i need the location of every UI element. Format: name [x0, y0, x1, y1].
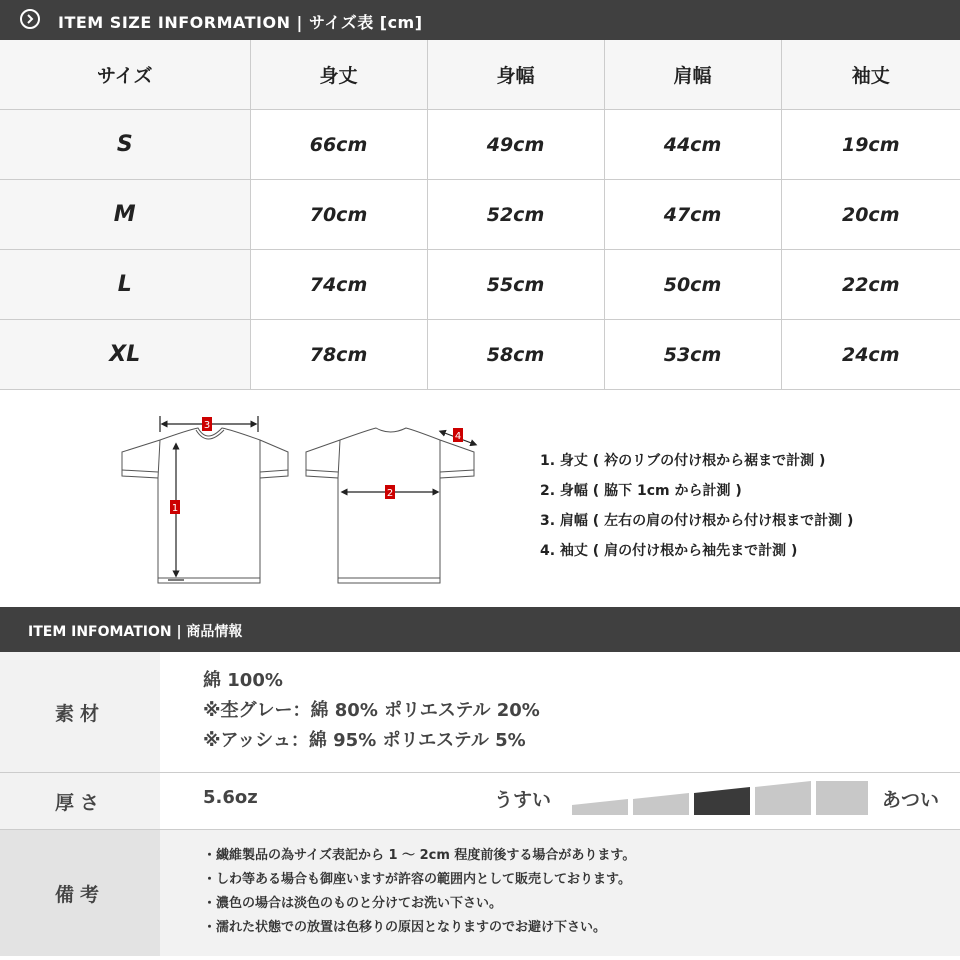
- material-label: 素材: [0, 652, 160, 772]
- table-row: [0, 180, 960, 250]
- size-cell: S: [0, 110, 250, 180]
- remark-line: ・しわ等ある場合も御座いますが許容の範囲内として販売しております。: [203, 872, 631, 887]
- thickness-label: 厚さ: [0, 773, 160, 829]
- info-section-title: ITEM INFOMATION | 商品情報: [28, 624, 243, 640]
- info-section-header: [0, 607, 960, 652]
- svg-text:4: 4: [454, 431, 462, 442]
- table-cell: 24cm: [781, 320, 960, 390]
- table-cell: 44cm: [604, 110, 781, 180]
- table-cell: 20cm: [781, 180, 960, 250]
- measurement-note: 1. 身丈 ( 衿のリブの付け根から裾まで計測 ): [540, 453, 826, 469]
- chevron-right-circle-icon: [20, 9, 40, 29]
- remark-line: ・濡れた状態での放置は色移りの原因となりますのでお避け下さい。: [203, 920, 607, 935]
- thickness-level-bar: [694, 787, 750, 815]
- table-cell: 50cm: [604, 250, 781, 320]
- column-header-length: 身丈: [250, 40, 427, 110]
- table-cell: 53cm: [604, 320, 781, 390]
- remarks-label: 備考: [0, 830, 160, 956]
- thickness-level-bar: [572, 799, 628, 815]
- material-row: [0, 652, 960, 773]
- table-cell: 19cm: [781, 110, 960, 180]
- marker-3: [202, 417, 212, 431]
- table-cell: 58cm: [427, 320, 604, 390]
- table-row: [0, 110, 960, 180]
- size-cell: M: [0, 180, 250, 250]
- marker-1: [170, 500, 180, 514]
- measurement-note: 3. 肩幅 ( 左右の肩の付け根から付け根まで計測 ): [540, 513, 854, 529]
- table-cell: 70cm: [250, 180, 427, 250]
- thickness-level-bar: [816, 781, 868, 815]
- measurement-notes: [540, 450, 853, 570]
- column-header-shoulder: 肩幅: [604, 40, 781, 110]
- svg-text:2: 2: [386, 488, 394, 499]
- material-line: 綿 100%: [203, 670, 283, 691]
- table-cell: 49cm: [427, 110, 604, 180]
- material-line: ※杢グレー：綿 80% ポリエステル 20%: [203, 700, 540, 721]
- thickness-row: [0, 773, 960, 830]
- column-header-size: サイズ: [0, 40, 250, 110]
- size-cell: XL: [0, 320, 250, 390]
- thickness-scale: [572, 781, 868, 817]
- tshirt-measurement-diagram: [110, 408, 490, 598]
- tshirt-front-icon: [122, 428, 288, 583]
- table-cell: 78cm: [250, 320, 427, 390]
- thick-label: あつい: [882, 789, 940, 811]
- thickness-level-bar: [633, 793, 689, 815]
- table-cell: 22cm: [781, 250, 960, 320]
- marker-4: [453, 428, 463, 442]
- size-section-title: ITEM SIZE INFORMATION | サイズ表 [cm]: [58, 13, 423, 32]
- remark-line: ・濃色の場合は淡色のものと分けてお洗い下さい。: [203, 896, 503, 911]
- table-row: [0, 320, 960, 390]
- column-header-sleeve: 袖丈: [781, 40, 960, 110]
- thickness-value: 5.6oz: [203, 787, 258, 808]
- measurement-note: 2. 身幅 ( 脇下 1cm から計測 ): [540, 483, 742, 499]
- size-cell: L: [0, 250, 250, 320]
- table-cell: 55cm: [427, 250, 604, 320]
- table-cell: 74cm: [250, 250, 427, 320]
- table-row: [0, 250, 960, 320]
- marker-2: [385, 485, 395, 499]
- remark-line: ・繊維製品の為サイズ表記から 1 ～ 2cm 程度前後する場合があります。: [203, 848, 636, 863]
- table-cell: 52cm: [427, 180, 604, 250]
- tshirt-back-icon: [306, 428, 474, 583]
- remarks-value: [203, 844, 635, 940]
- measurement-note: 4. 袖丈 ( 肩の付け根から袖先まで計測 ): [540, 543, 798, 559]
- size-table-header: [0, 40, 960, 110]
- thin-label: うすい: [494, 789, 552, 811]
- table-cell: 66cm: [250, 110, 427, 180]
- thickness-level-bar: [755, 781, 811, 815]
- svg-text:3: 3: [203, 420, 211, 431]
- remarks-row: [0, 830, 960, 956]
- column-header-width: 身幅: [427, 40, 604, 110]
- table-cell: 47cm: [604, 180, 781, 250]
- size-table: [0, 40, 960, 390]
- material-line: ※アッシュ：綿 95% ポリエステル 5%: [203, 730, 526, 751]
- svg-text:1: 1: [171, 503, 179, 514]
- size-section-header: [0, 0, 960, 40]
- material-value: [203, 666, 540, 756]
